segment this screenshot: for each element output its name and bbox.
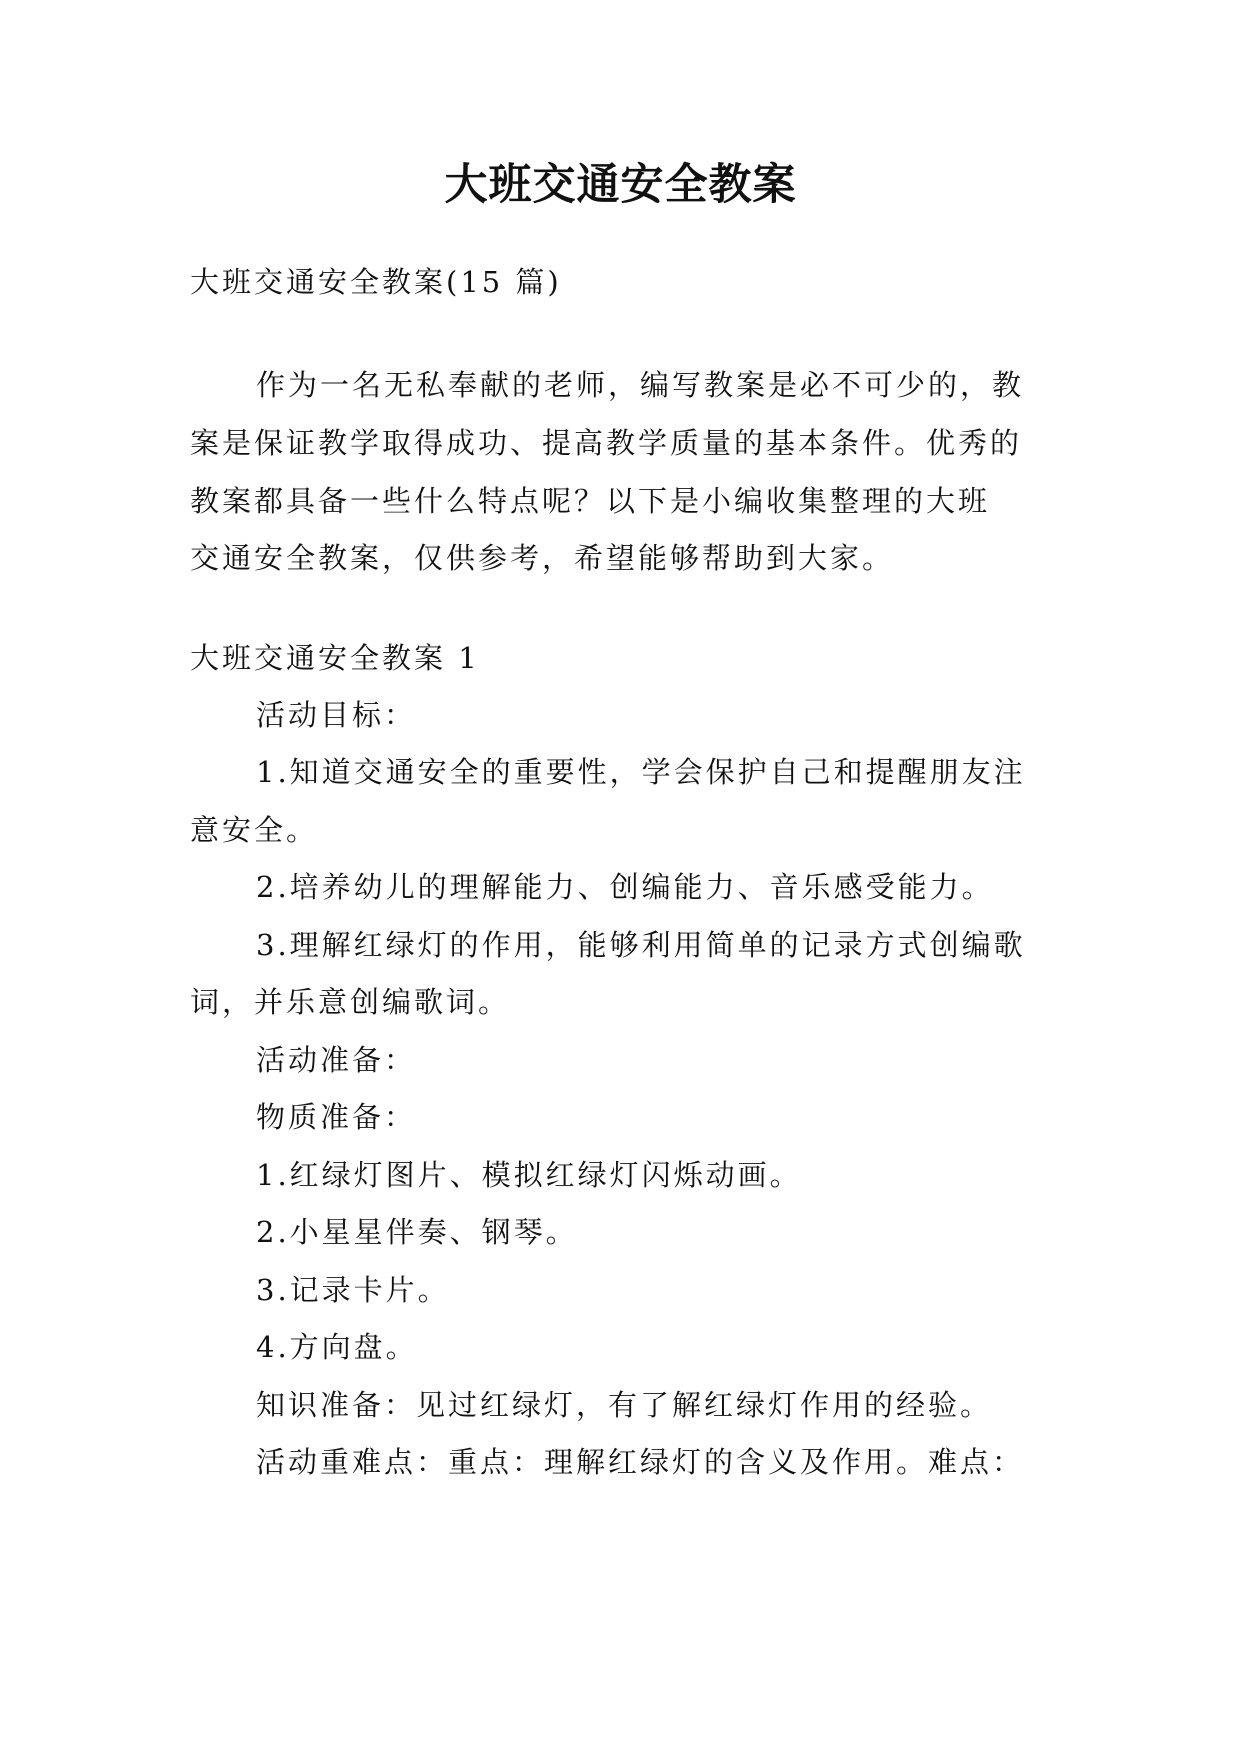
body-line-6: 词，并乐意创编歌词。 xyxy=(190,985,511,1019)
intro-line-4: 交通安全教案，仅供参考，希望能够帮助到大家。 xyxy=(190,541,895,575)
body-line-12: 4.方向盘。 xyxy=(256,1330,418,1364)
body-line-10: 2.小星星伴奏、钢琴。 xyxy=(256,1215,578,1249)
document-subtitle: 大班交通安全教案(15 篇) xyxy=(190,265,562,299)
intro-line-3: 教案都具备一些什么特点呢？以下是小编收集整理的大班 xyxy=(190,484,991,518)
body-line-3: 意安全。 xyxy=(190,813,319,847)
body-line-1: 活动目标： xyxy=(256,698,417,732)
body-line-8: 物质准备： xyxy=(256,1100,417,1134)
body-line-9: 1.红绿灯图片、模拟红绿灯闪烁动画。 xyxy=(256,1158,802,1192)
body-line-2: 1.知道交通安全的重要性，学会保护自己和提醒朋友注 xyxy=(256,755,1026,789)
body-line-5: 3.理解红绿灯的作用，能够利用简单的记录方式创编歌 xyxy=(256,928,1026,962)
section-heading: 大班交通安全教案 1 xyxy=(190,641,480,675)
intro-line-1: 作为一名无私奉献的老师，编写教案是必不可少的，教 xyxy=(256,368,1025,402)
body-line-14: 活动重难点：重点：理解红绿灯的含义及作用。难点： xyxy=(256,1445,1025,1479)
body-line-13: 知识准备：见过红绿灯，有了解红绿灯作用的经验。 xyxy=(256,1388,993,1422)
body-line-4: 2.培养幼儿的理解能力、创编能力、音乐感受能力。 xyxy=(256,870,994,904)
body-line-11: 3.记录卡片。 xyxy=(256,1273,450,1307)
document-title: 大班交通安全教案 xyxy=(444,160,797,210)
body-line-7: 活动准备： xyxy=(256,1043,417,1077)
intro-line-2: 案是保证教学取得成功、提高教学质量的基本条件。优秀的 xyxy=(190,426,1023,460)
